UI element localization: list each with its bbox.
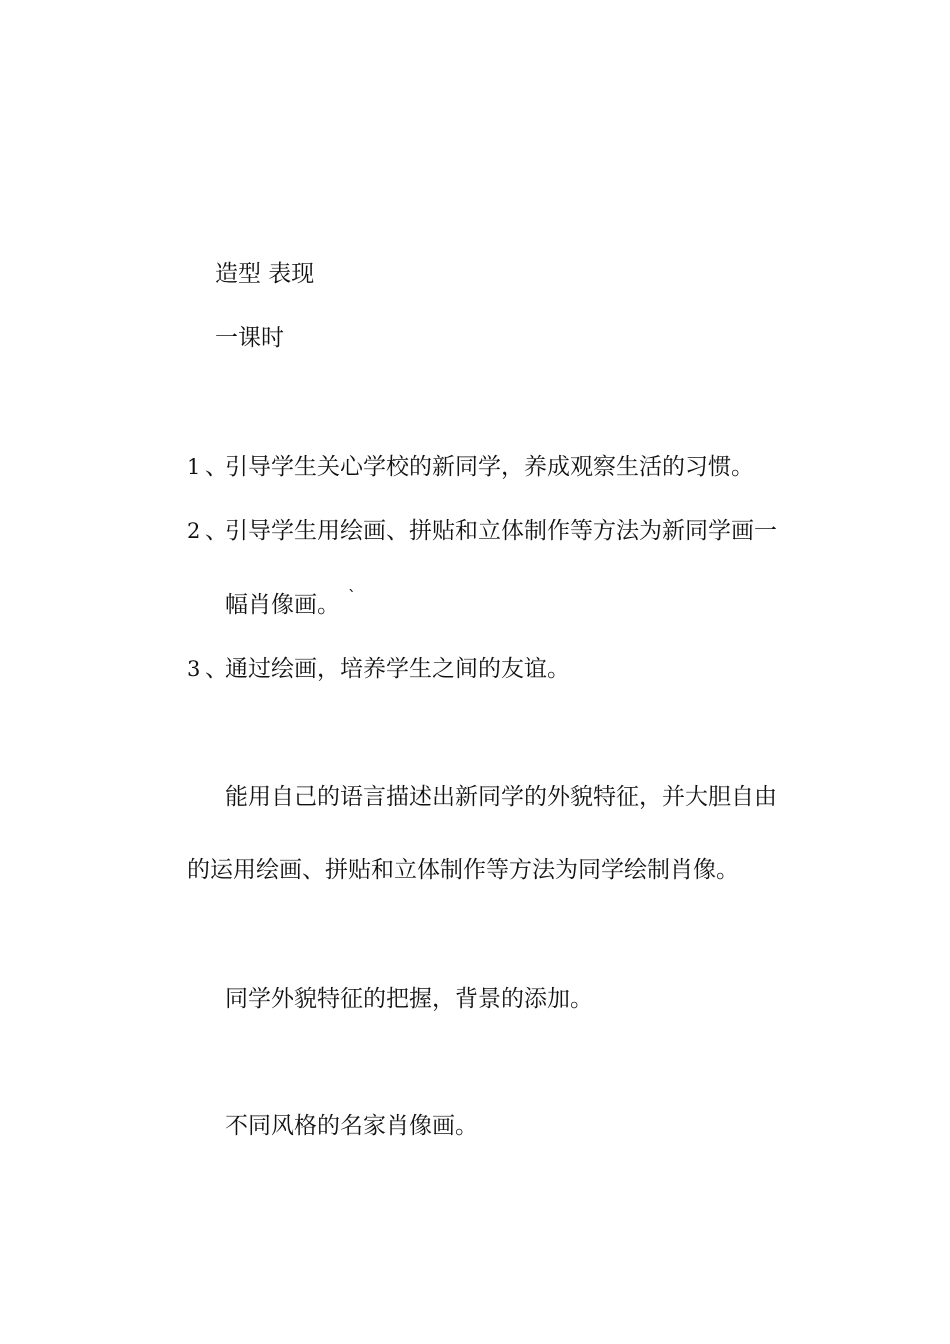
- objective-separator: 、: [205, 454, 228, 480]
- objective-text-continuation: 幅肖像画。: [225, 592, 340, 618]
- ability-paragraph-line-1: 能用自己的语言描述出新同学的外貌特征，并大胆自由: [225, 784, 777, 810]
- objective-number: 2: [187, 519, 201, 543]
- objective-item-3: [187, 654, 570, 684]
- objective-separator: 、: [205, 656, 228, 682]
- objective-item-2: [187, 516, 777, 546]
- category-heading: 造型 表现: [215, 261, 315, 287]
- objective-number: 3: [187, 657, 201, 681]
- objective-separator: 、: [205, 518, 228, 544]
- objective-item-1: [187, 452, 754, 482]
- materials-paragraph: 不同风格的名家肖像画。: [225, 1113, 478, 1139]
- objective-number: 1: [187, 455, 201, 479]
- objective-text: 引导学生用绘画、拼贴和立体制作等方法为新同学画一: [225, 518, 777, 544]
- key-point-paragraph: 同学外貌特征的把握，背景的添加。: [225, 986, 593, 1012]
- ability-paragraph-line-2: 的运用绘画、拼贴和立体制作等方法为同学绘制肖像。: [187, 857, 739, 883]
- objective-text: 通过绘画，培养学生之间的友谊。: [225, 656, 570, 682]
- period-heading: 一课时: [215, 325, 284, 351]
- stray-mark: `: [348, 587, 356, 606]
- objective-item-2-continuation: [225, 587, 356, 622]
- objective-text: 引导学生关心学校的新同学，养成观察生活的习惯。: [225, 454, 754, 480]
